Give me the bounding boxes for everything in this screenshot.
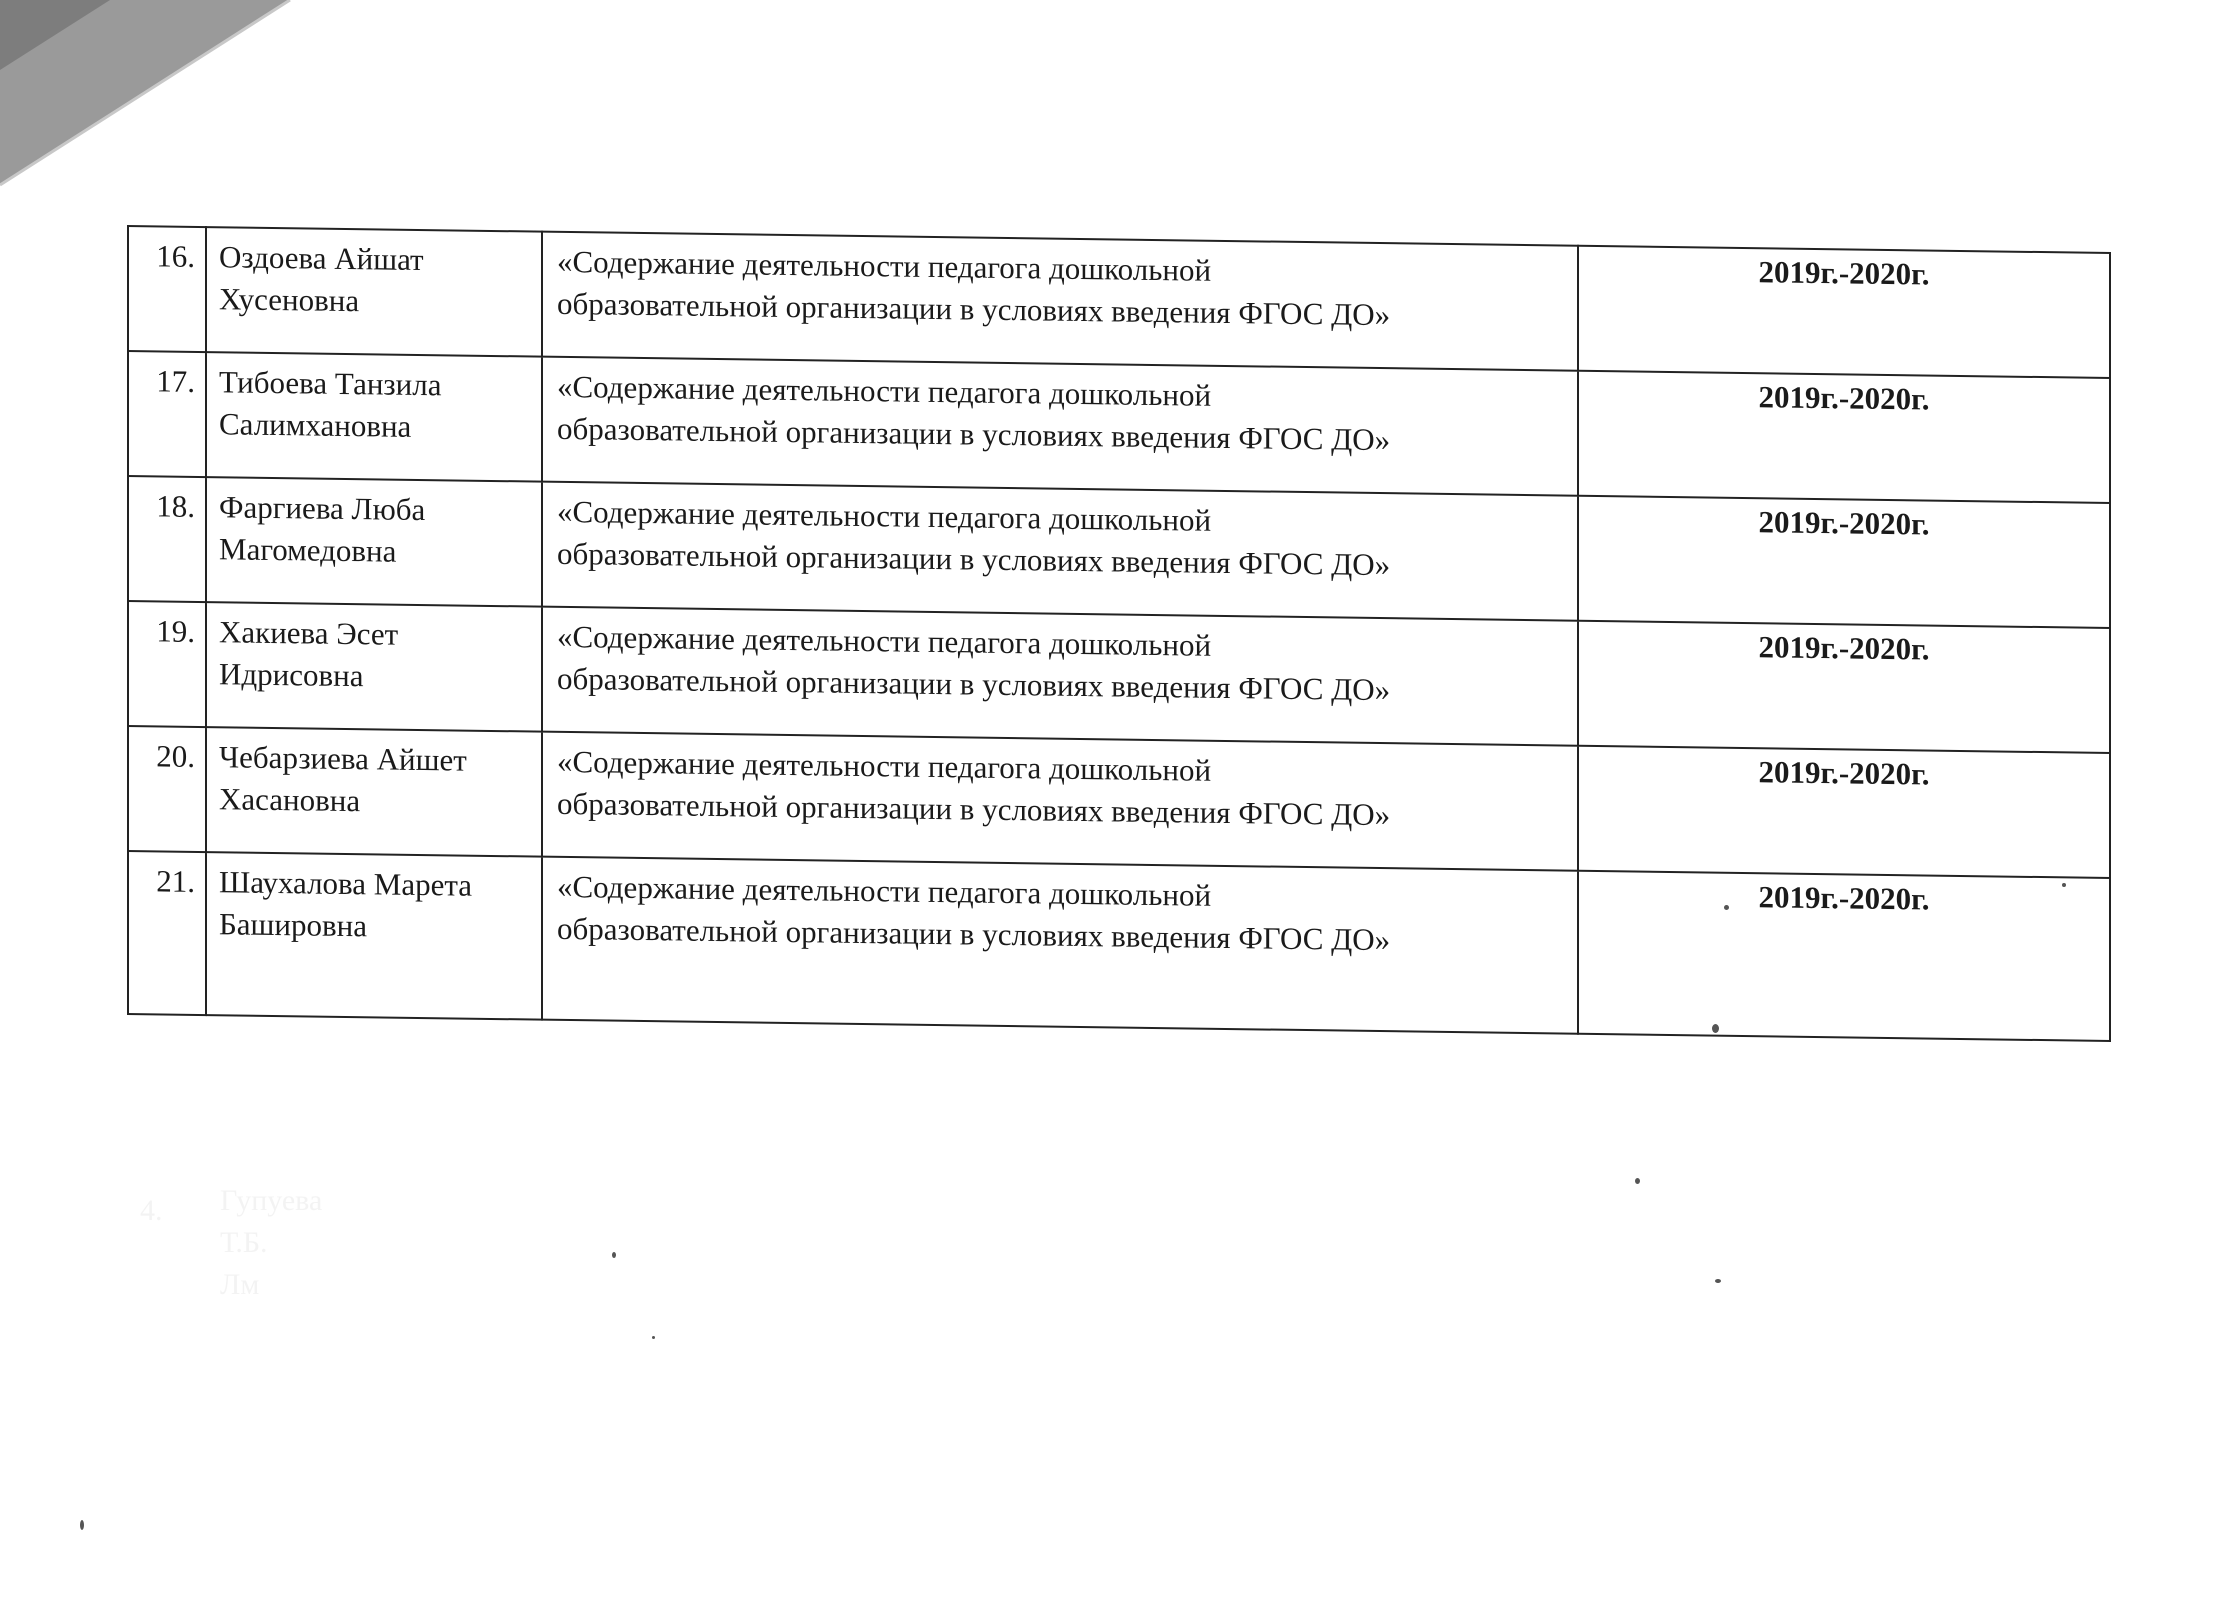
- name-line: Башировна: [219, 906, 368, 944]
- course-topic: [542, 857, 1578, 1034]
- row-number: 16.: [128, 226, 206, 352]
- teacher-name: [206, 852, 542, 1020]
- teacher-name: [206, 727, 542, 857]
- academic-year: 2019г.-2020г.: [1578, 246, 2110, 378]
- scan-speck: [1715, 1279, 1721, 1283]
- row-number: 20.: [128, 726, 206, 852]
- topic-line: «Содержание деятельности педагога дошкольной: [557, 243, 1212, 288]
- bleed-through-text: Гупуева Т.Б. Лм: [220, 1184, 323, 1301]
- row-number: 17.: [128, 351, 206, 477]
- name-line: Хасановна: [219, 781, 361, 819]
- teacher-name: [206, 227, 542, 357]
- topic-line: «Содержание деятельности педагога дошкольной: [557, 743, 1212, 788]
- name-line: Хусеновна: [219, 281, 360, 319]
- topic-line: образовательной организации в условиях введения ФГОС ДО»: [557, 660, 1391, 708]
- academic-year: 2019г.-2020г.: [1578, 496, 2110, 628]
- academic-year: 2019г.-2020г.: [1578, 871, 2110, 1041]
- scan-speck: [1635, 1178, 1640, 1184]
- topic-line: образовательной организации в условиях введения ФГОС ДО»: [557, 285, 1391, 333]
- name-line: Фаргиева Люба: [219, 489, 426, 528]
- teacher-name: [206, 602, 542, 732]
- name-line: Магомедовна: [219, 531, 397, 569]
- row-number: 21.: [128, 851, 206, 1015]
- course-topic: [542, 732, 1578, 871]
- course-topic: [542, 357, 1578, 496]
- course-topic: [542, 232, 1578, 371]
- row-number: 19.: [128, 601, 206, 727]
- document-table: [127, 225, 2109, 1042]
- scan-speck: [80, 1520, 84, 1530]
- name-line: Хакиева Эсет: [219, 614, 399, 652]
- topic-line: «Содержание деятельности педагога дошкольной: [557, 493, 1212, 538]
- topic-line: «Содержание деятельности педагога дошкольной: [557, 368, 1212, 413]
- teacher-name: [206, 352, 542, 482]
- course-topic: [542, 607, 1578, 746]
- teacher-name: [206, 477, 542, 607]
- row-number: 18.: [128, 476, 206, 602]
- scan-speck: [652, 1336, 655, 1339]
- table-row: [128, 851, 2110, 1041]
- topic-line: образовательной организации в условиях введения ФГОС ДО»: [557, 910, 1391, 958]
- name-line: Идрисовна: [219, 656, 364, 694]
- course-topic: [542, 482, 1578, 621]
- topic-line: образовательной организации в условиях введения ФГОС ДО»: [557, 785, 1391, 833]
- name-line: Чебарзиева Айшет: [219, 739, 467, 778]
- bleed-through-mark: 4.: [140, 1194, 163, 1227]
- topic-line: «Содержание деятельности педагога дошкольной: [557, 868, 1212, 913]
- academic-year: 2019г.-2020г.: [1578, 371, 2110, 503]
- name-line: Шаухалова Марета: [219, 864, 473, 903]
- topic-line: образовательной организации в условиях введения ФГОС ДО»: [557, 410, 1391, 458]
- scan-speck: [612, 1252, 616, 1258]
- topic-line: «Содержание деятельности педагога дошкольной: [557, 618, 1212, 663]
- name-line: Салимхановна: [219, 406, 412, 444]
- academic-year: 2019г.-2020г.: [1578, 621, 2110, 753]
- academic-year: 2019г.-2020г.: [1578, 746, 2110, 878]
- topic-line: образовательной организации в условиях введения ФГОС ДО»: [557, 535, 1391, 583]
- name-line: Тибоева Танзила: [219, 364, 442, 403]
- name-line: Оздоева Айшат: [219, 239, 424, 278]
